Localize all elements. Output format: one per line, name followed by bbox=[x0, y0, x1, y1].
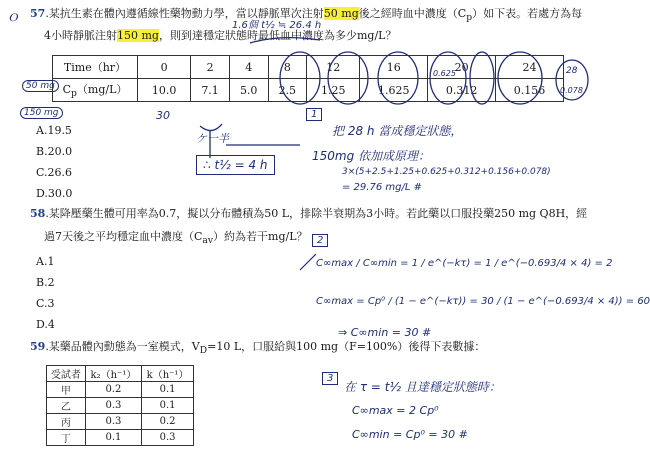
table-cell: 丁 bbox=[47, 430, 86, 446]
step-2-line-a: C∞max / C∞min = 1 / e^(−kτ) = 1 / e^(−0.693/4 × 4) = 2 bbox=[316, 258, 613, 269]
question-59-line-1: 59.某藥品體內動態為一室模式，$V_D=10$ L，口服給與100 mg（F=100%）後得下表數據： bbox=[30, 340, 486, 357]
step-3-line-b: C∞max = 2 Cp⁰ bbox=[352, 404, 439, 417]
question-57-line-1: 57.某抗生素在體內遵循線性藥物動力學，當以靜脈單次注射50 mg後之經時血中濃度$(C_p)$如下表。若處方為每 bbox=[30, 7, 583, 24]
step-1-line-c: 3×(5+2.5+1.25+0.625+0.312+0.156+0.078) bbox=[342, 167, 551, 177]
table-row bbox=[47, 398, 194, 414]
time-header: Time（hr） bbox=[53, 56, 138, 79]
table-header: 受試者 bbox=[47, 366, 86, 382]
table-cell: 0.3 bbox=[85, 414, 141, 430]
table-cell: 16 bbox=[360, 56, 428, 79]
table-cell: 8 bbox=[268, 56, 307, 79]
note-30: 30 bbox=[156, 109, 170, 122]
table-cell: 0.1 bbox=[142, 382, 194, 398]
table-cell: 0.312 bbox=[428, 79, 496, 102]
table-cell: 5.0 bbox=[229, 79, 268, 102]
step-3-line-c: C∞min = Cp⁰ = 30 # bbox=[352, 428, 468, 441]
question-58-line-1: 58.某降壓藥生體可用率為0.7，擬以分布體積為50 L，排除半衰期為3小時。若此藥以口服投藥250 mg Q8H，經 bbox=[30, 207, 588, 220]
table-cell: 12 bbox=[307, 56, 360, 79]
option-a: A.1 bbox=[36, 255, 55, 268]
option-d: D.30.0 bbox=[36, 187, 73, 200]
table-row bbox=[47, 382, 194, 398]
question-57-line-2: 4小時靜脈注射150 mg，則到達穩定狀態時最低血中濃度為多少mg/L？ bbox=[44, 29, 397, 42]
table-header: k（h⁻¹） bbox=[142, 366, 194, 382]
table-row bbox=[47, 414, 194, 430]
table-cell: 0.3 bbox=[142, 430, 194, 446]
table-cell: 2 bbox=[191, 56, 230, 79]
subject-table bbox=[46, 365, 194, 446]
table-cell: 0.156 bbox=[496, 79, 564, 102]
step-1-line-d: = 29.76 mg/L # bbox=[342, 182, 422, 193]
table-cell: 0 bbox=[138, 56, 191, 79]
table-cell: 10.0 bbox=[138, 79, 191, 102]
option-b: B.20.0 bbox=[36, 145, 73, 158]
question-number: 59 bbox=[30, 340, 46, 353]
note-col-c: 0.078 bbox=[560, 86, 583, 95]
step-3-box: 3 bbox=[322, 372, 338, 385]
note-thalf: ∴ t½ = 4 h bbox=[196, 158, 275, 172]
note-half: ケ一半 bbox=[196, 132, 229, 145]
step-2-line-c: ⇒ C∞min = 30 # bbox=[338, 326, 432, 339]
step-3-line-a: 在 τ = t½ 且達穩定狀態時： bbox=[344, 380, 501, 394]
question-58-line-2: 過7天後之平均穩定血中濃度$(C_{av})$約為若干mg/L？ bbox=[44, 230, 308, 247]
table-cell: 1.625 bbox=[360, 79, 428, 102]
table-cell: 丙 bbox=[47, 414, 86, 430]
step-1-line-b: 150mg 依加成原理： bbox=[312, 149, 431, 163]
note-150mg: 150 mg bbox=[20, 107, 63, 119]
table-cell: 0.3 bbox=[85, 398, 141, 414]
question-number: 57 bbox=[30, 7, 46, 20]
table-cell: 1.25 bbox=[307, 79, 360, 102]
note-col-b: 28 bbox=[566, 66, 578, 76]
step-2-line-b: C∞max = Cp⁰ / (1 − e^(−kτ)) = 30 / (1 − e^(−0.693/4 × 4)) = 60 bbox=[316, 296, 650, 307]
option-a: A.19.5 bbox=[36, 124, 72, 137]
table-cell: 7.1 bbox=[191, 79, 230, 102]
step-1-line-a: 把 28 h 當成穩定狀態， bbox=[332, 124, 463, 138]
table-cell: 甲 bbox=[47, 382, 86, 398]
note-50mg: 50 mg bbox=[22, 80, 59, 92]
question-57-marker: ｏ bbox=[6, 9, 20, 25]
table-row bbox=[47, 430, 194, 446]
step-1-box: 1 bbox=[306, 108, 322, 121]
table-cell: 乙 bbox=[47, 398, 86, 414]
option-c: C.3 bbox=[36, 297, 55, 310]
option-d: D.4 bbox=[36, 318, 55, 331]
option-b: B.2 bbox=[36, 276, 55, 289]
conc-header: $C_p(mg/L)$ bbox=[53, 79, 138, 102]
table-cell: 4 bbox=[229, 56, 268, 79]
table-row bbox=[47, 366, 194, 382]
step-2-box: 2 bbox=[312, 234, 328, 247]
table-cell: 0.1 bbox=[142, 398, 194, 414]
table-cell: 2.5 bbox=[268, 79, 307, 102]
table-cell: 20 bbox=[428, 56, 496, 79]
question-number: 58 bbox=[30, 207, 46, 220]
option-c: C.26.6 bbox=[36, 166, 73, 179]
table-cell: 24 bbox=[496, 56, 564, 79]
note-top: 1.6個 t½ ≒ 26.4 h bbox=[232, 20, 322, 31]
table-cell: 0.1 bbox=[85, 430, 141, 446]
table-cell: 0.2 bbox=[142, 414, 194, 430]
note-col-a: 0.625 bbox=[433, 69, 456, 78]
table-cell: 0.2 bbox=[85, 382, 141, 398]
table-header: k₂（h⁻¹） bbox=[85, 366, 141, 382]
